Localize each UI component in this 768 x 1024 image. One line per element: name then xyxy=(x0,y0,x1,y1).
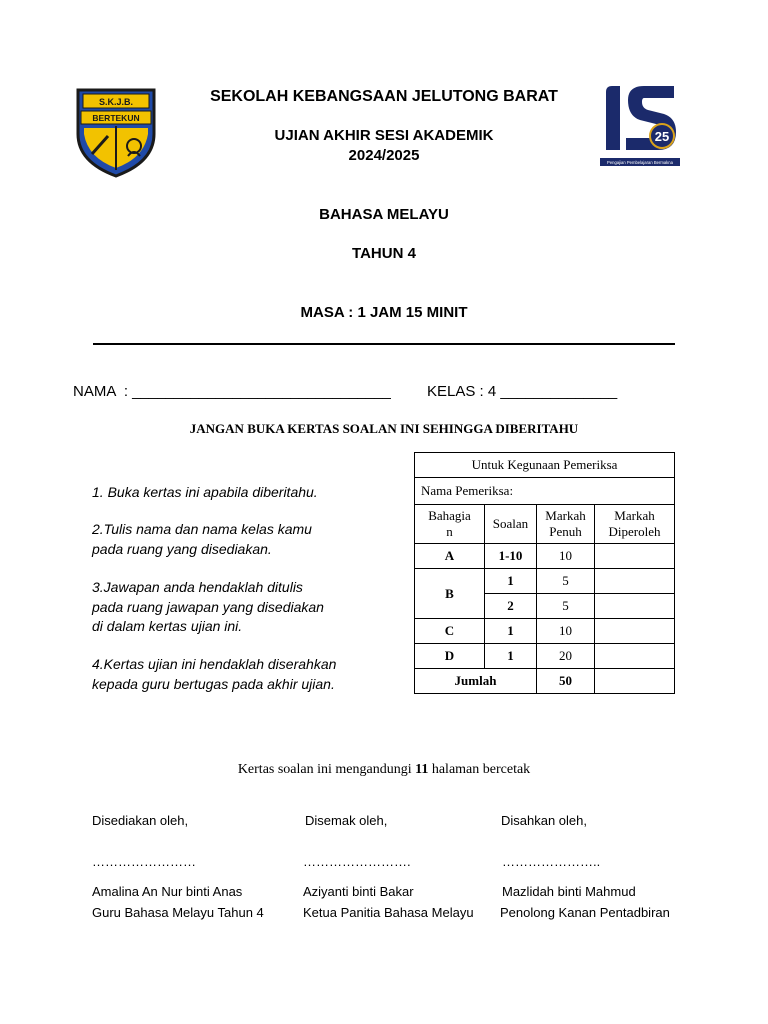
header-text: Penuh xyxy=(549,524,582,539)
instruction-line: kepada guru bertugas pada akhir ujian. xyxy=(92,675,335,692)
table-row xyxy=(415,569,675,594)
header-text: n xyxy=(446,524,453,539)
crest-top-text: S.K.J.B. xyxy=(98,97,134,107)
exam-title: UJIAN AKHIR SESI AKADEMIK xyxy=(274,127,494,144)
event-logo-caption: Pengajian Pembelajaran Bermakna xyxy=(607,160,673,165)
examiner-marks-table xyxy=(414,452,675,694)
question-cell: 1 xyxy=(485,644,537,669)
page-count-note xyxy=(0,762,768,778)
event-logo-number: 25 xyxy=(654,129,670,144)
section-cell: D xyxy=(415,644,485,669)
reviewer-title: Ketua Panitia Bahasa Melayu xyxy=(303,905,474,920)
instruction-line: pada ruang jawapan yang disediakan xyxy=(92,598,324,615)
name-field[interactable]: NAMA : _______________________________ xyxy=(73,383,391,400)
section-cell: C xyxy=(415,619,485,644)
header-text: Diperoleh xyxy=(608,524,661,539)
header-section xyxy=(415,505,485,544)
header-text: Markah xyxy=(545,508,586,523)
reviewer-name: Aziyanti binti Bakar xyxy=(303,884,414,899)
instruction-line: 1. Buka kertas ini apabila diberitahu. xyxy=(92,484,318,500)
total-full-marks: 50 xyxy=(537,669,595,694)
header-divider xyxy=(93,343,675,345)
subject-title: BAHASA MELAYU xyxy=(319,206,449,223)
crest-motto: BERTEKUN xyxy=(92,113,140,123)
class-field[interactable]: KELAS : 4 ______________ xyxy=(427,383,618,400)
marks-obtained-cell[interactable] xyxy=(595,544,675,569)
preparer-name: Amalina An Nur binti Anas xyxy=(92,884,243,899)
approver-title: Penolong Kanan Pentadbiran xyxy=(500,905,670,920)
signature-line: ……………………. xyxy=(303,854,411,869)
total-label: Jumlah xyxy=(415,669,537,694)
instruction-line: 2.Tulis nama dan nama kelas kamu xyxy=(92,521,312,537)
full-marks-cell: 10 xyxy=(537,544,595,569)
year-title: TAHUN 4 xyxy=(352,245,416,262)
instruction-4 xyxy=(92,655,336,694)
instruction-2 xyxy=(92,520,312,559)
table-title: Untuk Kegunaan Pemeriksa xyxy=(415,453,675,478)
marks-obtained-cell[interactable] xyxy=(595,569,675,594)
marks-obtained-cell[interactable] xyxy=(595,644,675,669)
prepared-by-label: Disediakan oleh, xyxy=(92,813,189,828)
do-not-open-warning: JANGAN BUKA KERTAS SOALAN INI SEHINGGA DIBERITAHU xyxy=(189,421,579,436)
preparer-title: Guru Bahasa Melayu Tahun 4 xyxy=(92,905,264,920)
header-question: Soalan xyxy=(485,505,537,544)
full-marks-cell: 10 xyxy=(537,619,595,644)
full-marks-cell: 5 xyxy=(537,569,595,594)
page-count: 11 xyxy=(415,762,429,777)
instruction-line: 3.Jawapan anda hendaklah ditulis xyxy=(92,579,303,595)
question-cell: 1 xyxy=(485,569,537,594)
page-note-text: Kertas soalan ini mengandungi xyxy=(237,762,416,777)
header-text: Markah xyxy=(614,508,655,523)
header-text: Bahagia xyxy=(428,508,471,523)
full-marks-cell: 20 xyxy=(537,644,595,669)
page-note-text: halaman bercetak xyxy=(428,762,531,777)
table-row xyxy=(415,544,675,569)
approved-by-label: Disahkan oleh, xyxy=(501,813,587,828)
section-cell: A xyxy=(415,544,485,569)
question-cell: 2 xyxy=(485,594,537,619)
instruction-line: 4.Kertas ujian ini hendaklah diserahkan xyxy=(92,656,337,672)
instruction-1 xyxy=(92,483,318,503)
signature-line: ………………….. xyxy=(502,854,601,869)
section-cell: B xyxy=(415,569,485,619)
school-name: SEKOLAH KEBANGSAAN JELUTONG BARAT xyxy=(210,88,558,105)
header-marks-obtained xyxy=(595,505,675,544)
instruction-3 xyxy=(92,578,324,637)
question-cell: 1-10 xyxy=(485,544,537,569)
reviewed-by-label: Disemak oleh, xyxy=(305,813,388,828)
instruction-line: pada ruang yang disediakan. xyxy=(92,540,272,557)
exam-session: 2024/2025 xyxy=(348,147,420,164)
examiner-name-label: Nama Pemeriksa: xyxy=(415,478,675,505)
header-full-marks xyxy=(537,505,595,544)
marks-obtained-cell[interactable] xyxy=(595,594,675,619)
duration: MASA : 1 JAM 15 MINIT xyxy=(300,304,468,321)
signature-line: …………………… xyxy=(92,854,196,869)
full-marks-cell: 5 xyxy=(537,594,595,619)
marks-obtained-cell[interactable] xyxy=(595,619,675,644)
approver-name: Mazlidah binti Mahmud xyxy=(502,884,636,899)
total-marks-obtained-cell[interactable] xyxy=(595,669,675,694)
total-row xyxy=(415,669,675,694)
question-cell: 1 xyxy=(485,619,537,644)
instruction-line: di dalam kertas ujian ini. xyxy=(92,618,243,634)
table-row xyxy=(415,619,675,644)
table-row xyxy=(415,644,675,669)
